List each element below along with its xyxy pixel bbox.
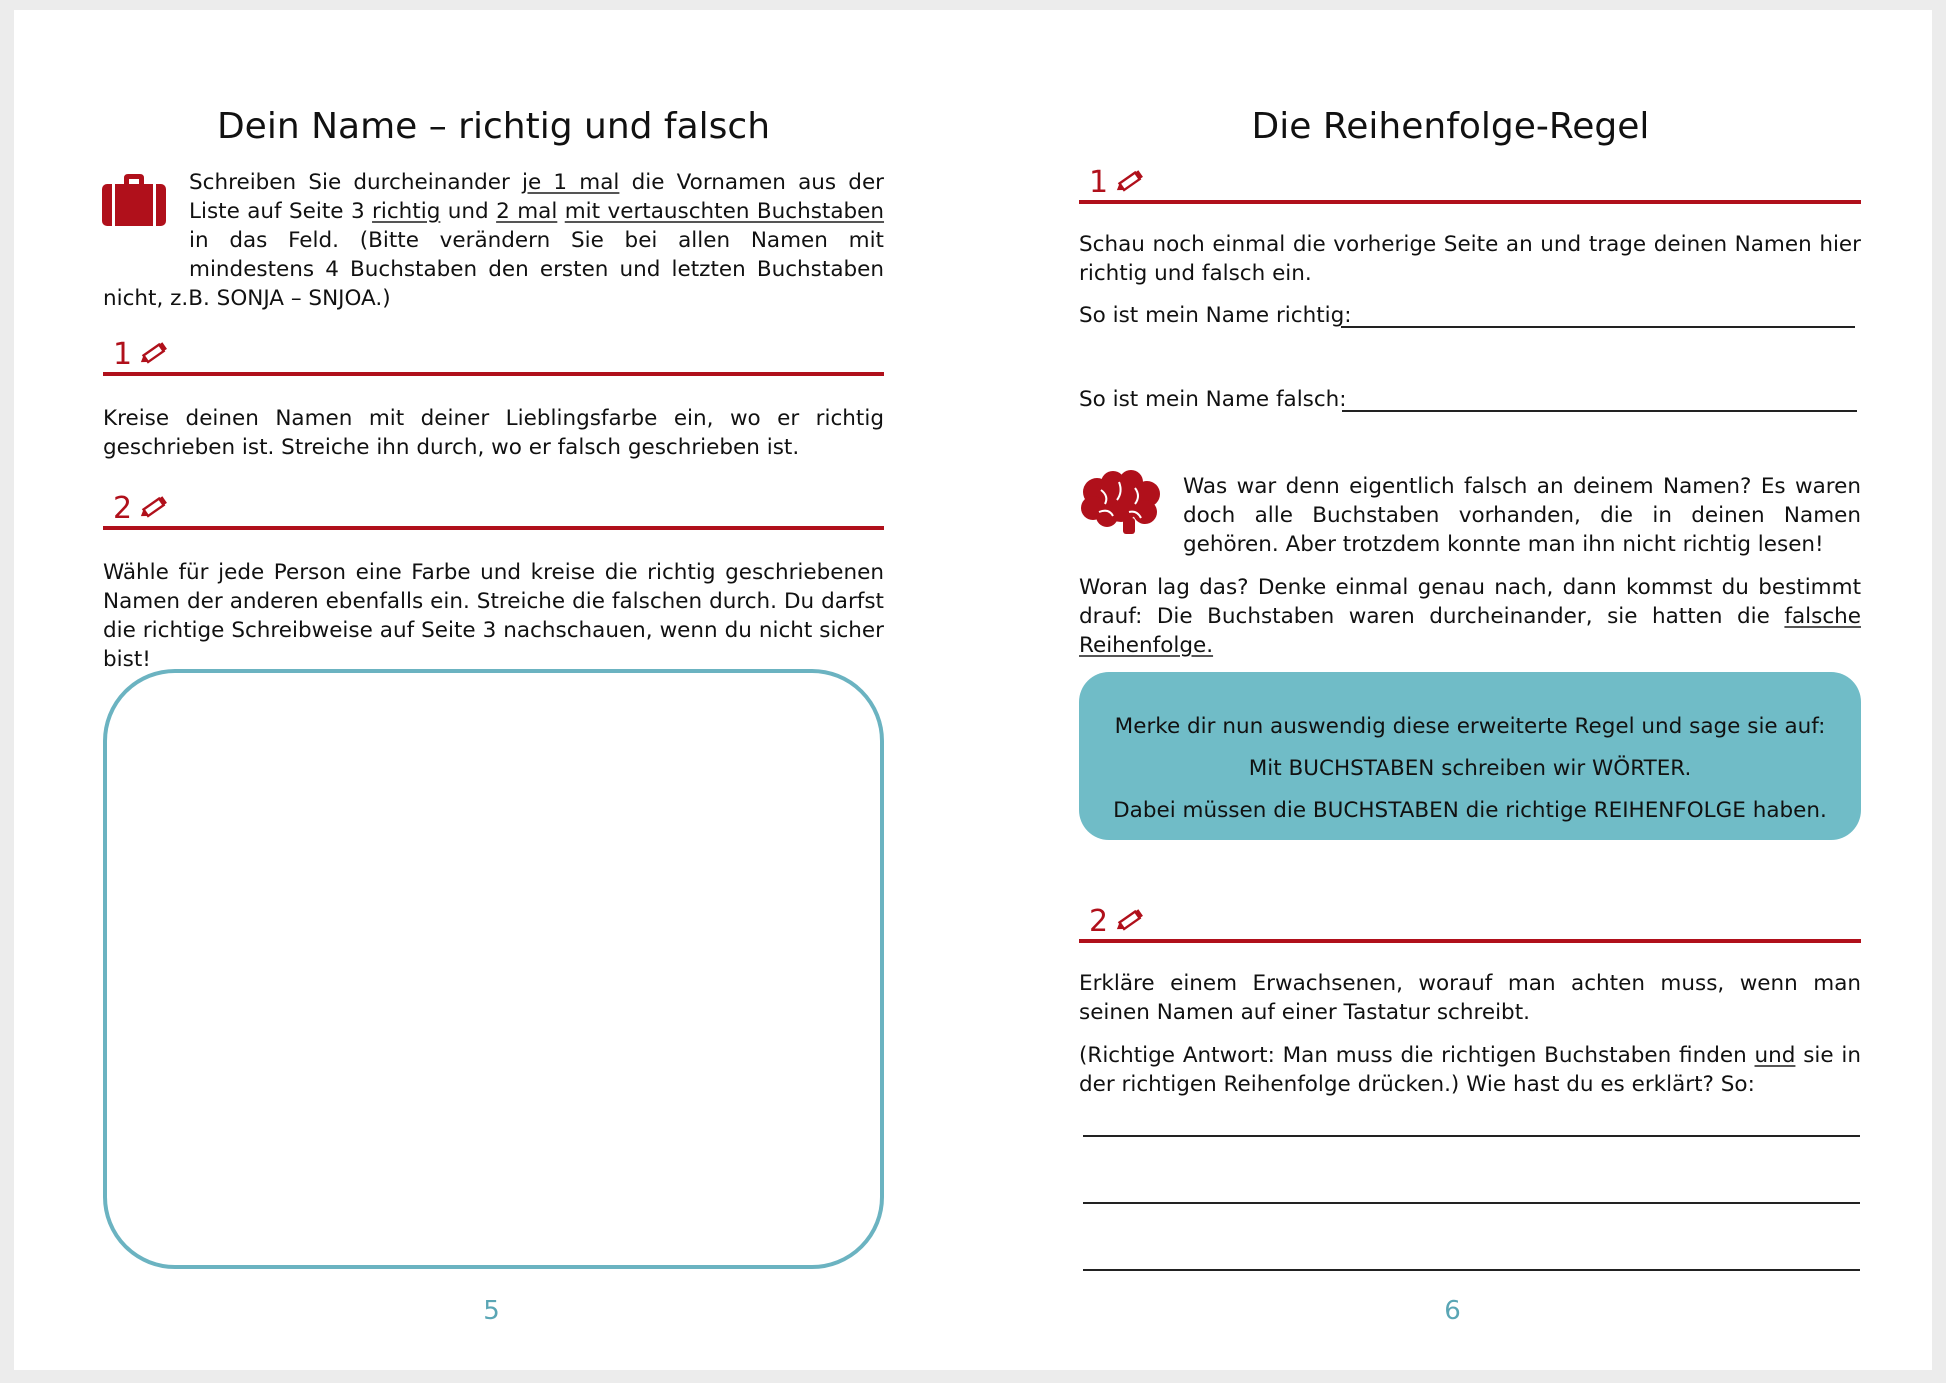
section-2-text: Wähle für jede Person eine Farbe und kreise die richtig geschriebenen Namen der anderen ebenfalls ein. Streiche die falschen durch. Du darfst die richtige Schreibweise auf Seite 3 nachschauen, wenn du nicht sicher bist!	[103, 560, 884, 672]
brain-icon	[1079, 470, 1163, 536]
section-1-header	[103, 336, 884, 376]
rule-box	[1079, 672, 1861, 840]
page-title: Dein Name – richtig und falsch	[216, 106, 771, 147]
page-6	[973, 10, 1932, 1370]
answer-text: Woran lag das? Denke einmal genau nach, dann kommst du bestimmt drauf: Die Buchstaben waren durcheinander, sie hatten die falsche Reihenfolge.	[1079, 575, 1861, 658]
section-2-header	[103, 490, 884, 530]
section-rule	[1079, 200, 1861, 204]
page-number: 5	[483, 1296, 500, 1326]
explanation-line-2[interactable]	[1083, 1202, 1860, 1204]
brain-text: Was war denn eigentlich falsch an deinem Namen? Es waren doch alle Buchstaben vorhanden, die in deinen Namen gehören. Aber trotzdem konnte man ihn nicht richtig lesen!	[1183, 474, 1861, 557]
pencil-icon	[1115, 168, 1145, 194]
section-number: 2	[1089, 904, 1109, 939]
section-rule	[103, 526, 884, 530]
pencil-icon	[139, 494, 169, 520]
section-1-header	[1079, 164, 1861, 204]
name-wrong-field[interactable]	[1342, 410, 1857, 412]
document-spread	[14, 10, 1932, 1370]
page-title: Die Reihenfolge-Regel	[1251, 106, 1650, 147]
pencil-icon	[1115, 907, 1145, 933]
section-number: 2	[113, 491, 133, 526]
intro-text: Schreiben Sie durcheinander je 1 mal die Vornamen aus der Liste auf Seite 3 richtig und 2 mal mit vertauschten Buchstaben in das Feld. (Bitte verändern Sie bei allen Namen mit mindestens 4 Buchstaben den ersten und letzten Buchstaben nicht, z.B. SONJA – SNJOA.)	[103, 170, 885, 311]
section-rule	[1079, 939, 1861, 943]
pencil-icon	[139, 340, 169, 366]
name-right-field[interactable]	[1341, 326, 1855, 328]
rule-line-2: Mit BUCHSTABEN schreiben wir WÖRTER.	[1248, 756, 1692, 781]
section-1-text: Kreise deinen Namen mit deiner Lieblingsfarbe ein, wo er richtig geschrieben ist. Streiche ihn durch, wo er falsch geschrieben ist.	[103, 406, 884, 460]
section-2-text: Erkläre einem Erwachsenen, worauf man achten muss, wenn man seinen Namen auf einer Tastatur schreibt.	[1079, 971, 1861, 1025]
page-number: 6	[1444, 1296, 1461, 1326]
drawing-field[interactable]	[103, 669, 884, 1269]
rule-line-3: Dabei müssen die BUCHSTABEN die richtige REIHENFOLGE haben.	[1113, 798, 1827, 823]
explanation-line-1[interactable]	[1083, 1135, 1860, 1137]
correct-answer-text: (Richtige Antwort: Man muss die richtigen Buchstaben finden und sie in der richtigen Reihenfolge drücken.) Wie hast du es erklärt? So:	[1079, 1043, 1862, 1097]
section-1-text: Schau noch einmal die vorherige Seite an und trage deinen Namen hier richtig und falsch ein.	[1079, 232, 1861, 286]
section-number: 1	[113, 337, 133, 372]
page-5	[14, 10, 973, 1370]
name-right-label: So ist mein Name richtig:	[1079, 303, 1352, 328]
section-number: 1	[1089, 165, 1109, 200]
explanation-line-3[interactable]	[1083, 1269, 1860, 1271]
rule-line-1: Merke dir nun auswendig diese erweiterte Regel und sage sie auf:	[1114, 714, 1826, 739]
section-rule	[103, 372, 884, 376]
name-wrong-label: So ist mein Name falsch:	[1079, 387, 1347, 412]
section-2-header	[1079, 903, 1861, 943]
